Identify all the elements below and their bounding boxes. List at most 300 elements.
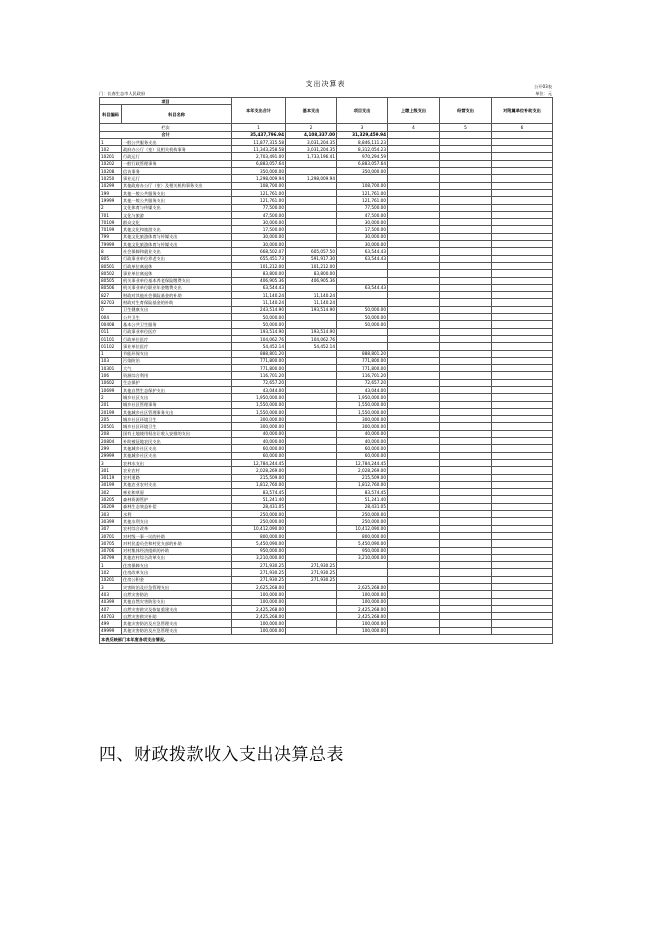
row-business [440,394,492,401]
row-code: 80506 [100,284,122,291]
row-upper [388,248,440,255]
row-subsidy [492,540,553,547]
row-code: 82703 [100,299,122,306]
row-total: 3,210,000.00 [232,554,286,561]
row-name: 其他自然生态保护支出 [122,386,232,393]
table-row [100,138,553,145]
row-upper [388,613,440,620]
section-heading: 四、财政拨款收入支出决算总表 [99,745,344,765]
row-business [440,459,492,466]
row-business [440,503,492,510]
row-subsidy [492,292,553,299]
row-code: 303 [100,511,122,518]
table-row [100,423,553,430]
row-project: 30,000.00 [337,233,388,240]
row-code: 10699 [100,386,122,393]
row-project: 108,700.00 [337,182,388,189]
row-subsidy [492,416,553,423]
row-business [440,189,492,196]
row-code: 01102 [100,343,122,350]
table-row [100,627,553,634]
row-business [440,350,492,357]
row-subsidy [492,233,553,240]
row-business [440,241,492,248]
table-row [100,211,553,218]
row-upper [388,481,440,488]
row-project [337,335,388,342]
row-total: 47,500.00 [232,211,286,218]
row-subsidy [492,386,553,393]
row-project: 300,000.00 [337,416,388,423]
row-total: 888,801.20 [232,350,286,357]
table-row [100,197,553,204]
row-subsidy [492,219,553,226]
row-basic [286,241,337,248]
row-name: 住房公积金 [122,576,232,583]
row-project: 63,544.43 [337,255,388,262]
row-basic [286,401,337,408]
row-project: 888,801.20 [337,350,388,357]
row-name: 农业农村 [122,467,232,474]
table-title: 支出决算表 [305,80,346,88]
row-basic [286,233,337,240]
column-index-2: 2 [286,124,337,131]
row-subsidy [492,438,553,445]
row-business [440,452,492,459]
row-upper [388,153,440,160]
row-code: 30701 [100,532,122,539]
row-subsidy [492,372,553,379]
row-basic [286,613,337,620]
row-name: 文化与旅游 [122,211,232,218]
row-subsidy [492,262,553,269]
row-business [440,569,492,576]
row-code: 1 [100,562,122,569]
row-project: 800,000.00 [337,532,388,539]
row-total: 800,000.00 [232,532,286,539]
row-code: 20501 [100,423,122,430]
row-code: 20804 [100,438,122,445]
row-code: 102 [100,146,122,153]
row-code: 79999 [100,241,122,248]
total-header: 本年支出合计 [232,98,286,124]
sum-project: 31,329,459.94 [337,131,388,138]
row-name: 其他文化旅游体育与传媒支出 [122,233,232,240]
row-total: 17,500.00 [232,226,286,233]
row-total: 60,000.00 [232,452,286,459]
table-row [100,511,553,518]
row-basic [286,459,337,466]
row-subsidy [492,627,553,634]
row-project: 2,028,269.00 [337,467,388,474]
row-subsidy [492,511,553,518]
row-upper [388,350,440,357]
row-name: 农村综合改革 [122,525,232,532]
row-code: 407 [100,605,122,612]
row-upper [388,306,440,313]
table-row [100,306,553,313]
row-upper [388,270,440,277]
name-header: 科目名称 [122,105,232,124]
table-row [100,540,553,547]
row-subsidy [492,160,553,167]
row-subsidy [492,430,553,437]
row-basic [286,314,337,321]
row-total: 271,930.25 [232,569,286,576]
row-subsidy [492,547,553,554]
table-row [100,408,553,415]
row-basic [286,627,337,634]
row-subsidy [492,241,553,248]
row-code: 199 [100,189,122,196]
row-total: 350,000.00 [232,168,286,175]
row-basic [286,189,337,196]
row-subsidy [492,525,553,532]
row-code: 799 [100,233,122,240]
row-code: 2 [100,394,122,401]
row-code: 403 [100,591,122,598]
row-upper [388,554,440,561]
row-upper [388,547,440,554]
row-project [337,299,388,306]
row-total: 300,000.00 [232,423,286,430]
row-business [440,525,492,532]
row-project: 215,509.00 [337,474,388,481]
row-total: 104,062.76 [232,335,286,342]
row-subsidy [492,277,553,284]
row-project: 63,544.43 [337,248,388,255]
row-subsidy [492,379,553,386]
row-name: 行政单位离退休 [122,262,232,269]
row-basic [286,554,337,561]
row-total: 40,000.00 [232,438,286,445]
row-subsidy [492,284,553,291]
row-code: 40703 [100,613,122,620]
row-basic [286,357,337,364]
row-subsidy [492,467,553,474]
row-subsidy [492,445,553,452]
row-upper [388,423,440,430]
row-total: 771,800.00 [232,365,286,372]
row-project: 5,450,090.00 [337,540,388,547]
row-code: 805 [100,255,122,262]
row-basic [286,219,337,226]
table-row [100,452,553,459]
row-upper [388,394,440,401]
row-basic [286,489,337,496]
row-basic: 11,140.24 [286,299,337,306]
table-row [100,343,553,350]
row-code: 20199 [100,408,122,415]
table-footnote: 本表反映部门本年度各项支出情况。 [100,635,553,644]
row-total: 950,000.00 [232,547,286,554]
row-basic: 406,905.36 [286,277,337,284]
row-upper [388,138,440,145]
row-subsidy [492,532,553,539]
table-row [100,146,553,153]
row-subsidy [492,423,553,430]
row-total: 100,000.00 [232,591,286,598]
row-subsidy [492,496,553,503]
table-row [100,182,553,189]
row-name: 其他城乡社区管理事务支出 [122,408,232,415]
row-upper [388,576,440,583]
row-basic: 3,031,204.35 [286,138,337,145]
row-subsidy [492,138,553,145]
table-row [100,547,553,554]
table-row [100,489,553,496]
row-business [440,401,492,408]
row-upper [388,591,440,598]
table-row [100,255,553,262]
row-basic [286,211,337,218]
row-code: 80501 [100,262,122,269]
row-project: 50,000.00 [337,306,388,313]
row-name: 行政运行 [122,153,232,160]
table-row [100,459,553,466]
row-subsidy [492,197,553,204]
row-project: 350,000.00 [337,168,388,175]
row-basic: 271,930.25 [286,569,337,576]
row-total: 60,000.00 [232,445,286,452]
row-name: 生态保护 [122,379,232,386]
row-basic [286,605,337,612]
row-project: 17,500.00 [337,226,388,233]
row-upper [388,160,440,167]
sum-label: 合计 [100,131,232,138]
row-total: 2,625,268.00 [232,584,286,591]
table-row [100,445,553,452]
row-project [337,175,388,182]
row-project: 121,761.00 [337,197,388,204]
row-project: 47,500.00 [337,211,388,218]
row-subsidy [492,489,553,496]
row-total: 40,000.00 [232,430,286,437]
table-row [100,416,553,423]
row-basic [286,416,337,423]
row-name: 水利 [122,511,232,518]
row-project [337,270,388,277]
row-business [440,270,492,277]
row-upper [388,314,440,321]
sum-business [440,131,492,138]
row-name: 其他一般公共服务支出 [122,189,232,196]
row-business [440,489,492,496]
row-total: 11,343,258.58 [232,146,286,153]
row-business [440,219,492,226]
row-name: 补助被征地农民支出 [122,438,232,445]
row-basic [286,525,337,532]
row-code: 10201 [100,153,122,160]
row-total: 2,028,269.00 [232,467,286,474]
row-total: 108,700.00 [232,182,286,189]
row-subsidy [492,299,553,306]
row-total: 243,514.90 [232,306,286,313]
item-group-header: 项目 [100,98,232,105]
table-row [100,438,553,445]
table-row [100,598,553,605]
row-basic [286,423,337,430]
row-code: 29999 [100,452,122,459]
table-row [100,160,553,167]
row-total: 51,241.40 [232,496,286,503]
row-project [337,262,388,269]
row-business [440,262,492,269]
table-row [100,467,553,474]
row-upper [388,438,440,445]
row-total: 1,812,760.00 [232,481,286,488]
row-project: 77,500.00 [337,204,388,211]
row-project: 771,800.00 [337,365,388,372]
row-business [440,481,492,488]
row-subsidy [492,146,553,153]
row-code: 10299 [100,182,122,189]
row-basic: 193,514.90 [286,306,337,313]
column-index-4: 4 [388,124,440,131]
row-subsidy [492,350,553,357]
table-row [100,233,553,240]
row-project [337,569,388,576]
row-project: 40,000.00 [337,438,388,445]
row-project: 950,000.00 [337,547,388,554]
row-upper [388,328,440,335]
table-row [100,430,553,437]
row-project: 10,412,090.00 [337,525,388,532]
row-upper [388,489,440,496]
row-subsidy [492,365,553,372]
row-business [440,365,492,372]
row-code: 299 [100,445,122,452]
row-business [440,204,492,211]
row-upper [388,241,440,248]
row-business [440,576,492,583]
row-name: 污染防治 [122,357,232,364]
row-total: 50,000.00 [232,314,286,321]
row-business [440,379,492,386]
row-project: 72,657.20 [337,379,388,386]
row-name: 节能环保支出 [122,350,232,357]
business-header: 经营支出 [440,98,492,124]
row-name: 机关事业单位基本养老保险缴费支出 [122,277,232,284]
row-code: 30706 [100,547,122,554]
row-subsidy [492,459,553,466]
row-subsidy [492,343,553,350]
table-row [100,335,553,342]
row-code: 106 [100,372,122,379]
row-name: 自然灾害救灾补助 [122,613,232,620]
row-name: 事业单位离退休 [122,270,232,277]
row-upper [388,292,440,299]
row-subsidy [492,306,553,313]
row-basic [286,445,337,452]
row-name: 群众文化 [122,219,232,226]
row-total: 250,000.00 [232,511,286,518]
row-project: 50,000.00 [337,314,388,321]
row-subsidy [492,328,553,335]
table-row [100,168,553,175]
row-code: 307 [100,525,122,532]
row-basic [286,481,337,488]
row-business [440,314,492,321]
row-subsidy [492,408,553,415]
row-project: 43,044.00 [337,386,388,393]
row-code: 827 [100,292,122,299]
row-basic [286,372,337,379]
row-total: 11,877,315.58 [232,138,286,145]
row-total: 11,140.24 [232,299,286,306]
row-business [440,496,492,503]
row-upper [388,532,440,539]
row-project: 100,000.00 [337,591,388,598]
row-upper [388,255,440,262]
row-business [440,226,492,233]
row-basic: 104,062.76 [286,335,337,342]
row-code: 30199 [100,481,122,488]
table-row [100,372,553,379]
row-total: 77,500.00 [232,204,286,211]
row-total: 6,883,057.64 [232,160,286,167]
row-total: 30,000.00 [232,241,286,248]
row-basic [286,160,337,167]
row-total: 100,000.00 [232,620,286,627]
row-name: 其他灾害防治及应急管理支出 [122,627,232,634]
row-code: 30399 [100,518,122,525]
form-code: 公开03表 [534,84,552,89]
row-basic [286,511,337,518]
row-project: 250,000.00 [337,511,388,518]
row-code: 19999 [100,197,122,204]
sum-basic: 4,108,337.00 [286,131,337,138]
table-row [100,262,553,269]
row-upper [388,168,440,175]
row-subsidy [492,335,553,342]
row-basic [286,394,337,401]
row-name: 机关事业单位职业年金缴费支出 [122,284,232,291]
row-total: 100,000.00 [232,627,286,634]
row-code: 1 [100,350,122,357]
row-code: 102 [100,569,122,576]
table-row [100,576,553,583]
row-basic [286,532,337,539]
row-basic [286,452,337,459]
row-subsidy [492,270,553,277]
row-subsidy [492,554,553,561]
row-basic: 3,031,204.35 [286,146,337,153]
row-project: 8,846,111.23 [337,138,388,145]
row-total: 11,140.24 [232,292,286,299]
row-business [440,474,492,481]
table-row [100,386,553,393]
basic-header: 基本支出 [286,98,337,124]
row-project: 300,000.00 [337,423,388,430]
row-subsidy [492,255,553,262]
row-code: 3 [100,584,122,591]
row-name: 公共卫生 [122,314,232,321]
row-upper [388,401,440,408]
row-code: 2 [100,204,122,211]
table-row [100,474,553,481]
row-subsidy [492,357,553,364]
row-business [440,153,492,160]
row-business [440,211,492,218]
row-upper [388,459,440,466]
subsidy-header: 对附属单位补助支出 [492,98,553,124]
row-name: 行政单位医疗 [122,335,232,342]
row-business [440,423,492,430]
row-name: 住房改革支出 [122,569,232,576]
row-project: 100,000.00 [337,620,388,627]
table-row [100,153,553,160]
